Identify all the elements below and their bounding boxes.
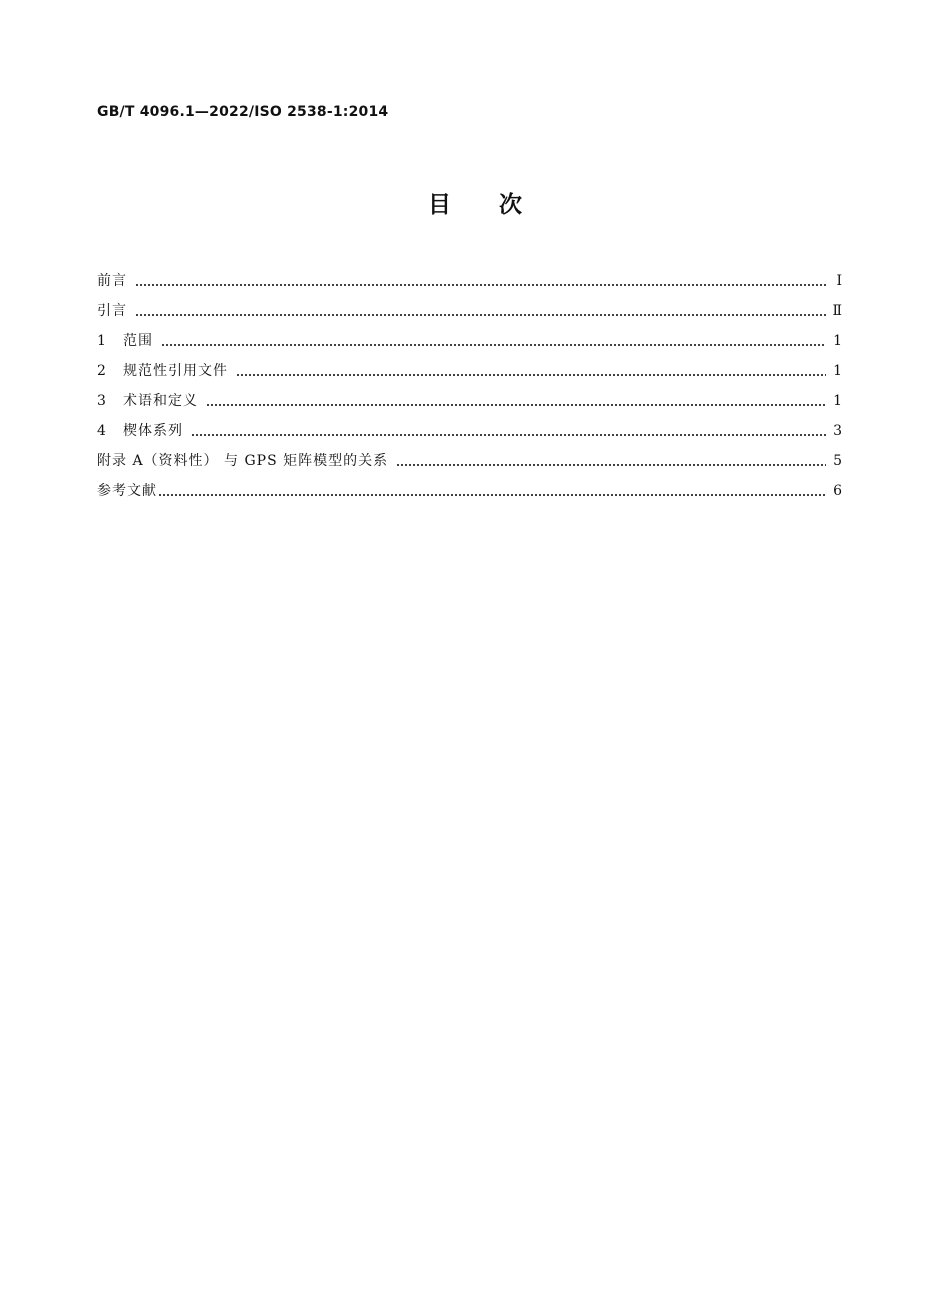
toc-leader-dots	[396, 464, 826, 466]
toc-leader-dots	[161, 344, 826, 346]
toc-entry-terms-definitions[interactable]	[97, 386, 842, 416]
toc-leader-dots	[236, 374, 826, 376]
toc-entry-bibliography[interactable]	[97, 476, 842, 506]
toc-leader-dots	[135, 314, 826, 316]
toc-entry-label: 范围	[123, 333, 153, 349]
toc-leader-dots	[191, 434, 826, 436]
standard-number-header: GB/T 4096.1—2022/ISO 2538-1:2014	[97, 104, 389, 120]
toc-entry-label: 引言	[97, 303, 127, 319]
toc-title-char-1: 目	[428, 192, 451, 218]
toc-entry-page: 6	[833, 483, 842, 499]
toc-leader-dots	[135, 284, 826, 286]
toc-entry-label: 前言	[97, 273, 127, 289]
toc-entry-foreword[interactable]	[97, 266, 842, 296]
toc-entry-page: 1	[833, 393, 842, 409]
toc-title	[0, 186, 950, 219]
toc-entry-label: 规范性引用文件	[123, 363, 228, 379]
toc-entry-number: 1	[97, 333, 106, 349]
toc-entry-label: 楔体系列	[123, 423, 183, 439]
toc-entry-label: 附录 A（资料性） 与 GPS 矩阵模型的关系	[97, 453, 389, 469]
toc-entry-page: 5	[833, 453, 842, 469]
toc-entry-page: 1	[833, 333, 842, 349]
toc-entry-page: Ⅱ	[832, 303, 842, 319]
toc-entry-wedge-series[interactable]	[97, 416, 842, 446]
toc-leader-dots	[158, 494, 826, 496]
toc-entry-number: 4	[97, 423, 106, 439]
toc-entry-label: 参考文献	[97, 483, 157, 499]
toc-entry-page: 1	[833, 363, 842, 379]
toc-entry-number: 2	[97, 363, 106, 379]
toc-list	[97, 266, 842, 506]
toc-leader-dots	[206, 404, 826, 406]
toc-entry-number: 3	[97, 393, 106, 409]
toc-entry-annex-a[interactable]	[97, 446, 842, 476]
toc-entry-label: 术语和定义	[123, 393, 198, 409]
toc-entry-introduction[interactable]	[97, 296, 842, 326]
toc-title-char-2: 次	[499, 192, 522, 218]
toc-entry-page: 3	[833, 423, 842, 439]
toc-entry-scope[interactable]	[97, 326, 842, 356]
toc-entry-normative-references[interactable]	[97, 356, 842, 386]
toc-entry-page: Ⅰ	[836, 273, 842, 289]
